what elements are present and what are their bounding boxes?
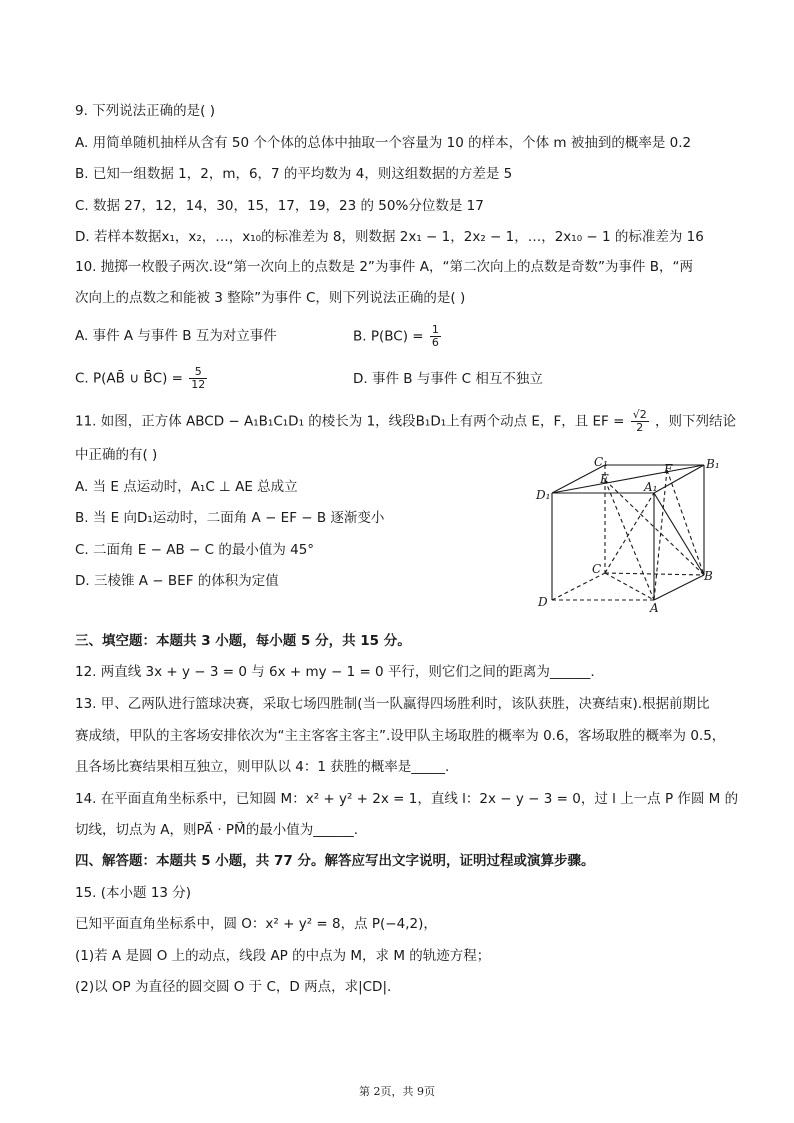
q10-option-b-fraction — [430, 324, 441, 349]
q11-option-d: D. 三棱锥 A − BEF 的体积为定值 — [75, 573, 279, 589]
q11-option-c: C. 二面角 E − AB − C 的最小值为 45° — [75, 542, 315, 558]
q10-option-c-prefix: C. P(AB̄ ∪ B̄C) = — [75, 370, 183, 387]
section-4-heading: 四、解答题：本题共 5 小题，共 77 分。解答应写出文字说明，证明过程或演算步骤。 — [75, 853, 595, 869]
q9-option-a: A. 用简单随机抽样从含有 50 个个体的总体中抽取一个容量为 10 的样本，个体 m 被抽到的概率是 0.2 — [75, 135, 692, 151]
q15-title: 15. (本小题 13 分) — [75, 885, 192, 901]
q11-stem-prefix: 11. 如图，正方体 ABCD − A₁B₁C₁D₁ 的棱长为 1，线段B₁D₁上有两个动点 E，F，且 EF = — [75, 413, 625, 430]
label-a1: A₁ — [644, 480, 658, 494]
edge-d1-c1 — [552, 465, 605, 493]
edge-a-b — [654, 575, 704, 600]
q10-option-d: D. 事件 B 与事件 C 相互不独立 — [353, 371, 543, 387]
q9-option-c: C. 数据 27，12，14，30，15，17，19，23 的 50%分位数是 17 — [75, 198, 484, 214]
q15-line3: (2)以 OP 为直径的圆交圆 O 于 C，D 两点，求|CD|. — [75, 979, 392, 995]
q10-option-b-prefix: B. P(BC) = — [353, 328, 424, 345]
q11-option-b: B. 当 E 向D₁运动时，二面角 A − EF − B 逐渐变小 — [75, 510, 385, 526]
q10-stem-line1: 10. 抛掷一枚骰子两次.设“第一次向上的点数是 2”为事件 A，“第二次向上的点数是奇数”为事件 B，“两 — [75, 259, 693, 275]
q13-line3: 且各场比赛结果相互独立，则甲队以 4：1 获胜的概率是_____. — [75, 759, 450, 775]
label-f: F — [664, 462, 673, 476]
q10-option-c-fraction — [189, 366, 207, 391]
q10-option-a: A. 事件 A 与事件 B 互为对立事件 — [75, 328, 277, 344]
q10-stem-line2: 次向上的点数之和能被 3 整除”为事件 C，则下列说法正确的是( ) — [75, 290, 466, 306]
fraction-numerator: √2 — [632, 408, 647, 421]
q15-line2: (1)若 A 是圆 O 上的动点，线段 AP 的中点为 M，求 M 的轨迹方程； — [75, 948, 491, 964]
q14-line2: 切线，切点为 A，则PA⃗ · PM⃗的最小值为______. — [75, 822, 358, 838]
q9-option-d: D. 若样本数据x₁，x₂，…，x₁₀的标准差为 8，则数据 2x₁ − 1，2x₂ − 1，…，2x₁₀ − 1 的标准差为 16 — [75, 229, 704, 245]
fraction-numerator: 1 — [431, 323, 439, 336]
fraction-denominator: 6 — [431, 336, 439, 349]
q11-stem-line1 — [75, 409, 736, 434]
label-d1: D₁ — [536, 488, 551, 502]
label-b1: B₁ — [706, 457, 720, 471]
q15-line1: 已知平面直角坐标系中，圆 O：x² + y² = 8，点 P(−4,2)， — [75, 916, 437, 932]
q11-option-a: A. 当 E 点运动时，A₁C ⊥ AE 总成立 — [75, 479, 298, 495]
q9-option-b: B. 已知一组数据 1，2，m，6，7 的平均数为 4，则这组数据的方差是 5 — [75, 166, 513, 182]
q11-ef-fraction — [631, 409, 649, 434]
label-a: A — [650, 601, 659, 615]
q10-option-b — [353, 324, 443, 349]
label-b: B — [704, 569, 713, 583]
q11-stem-line2: 中正确的有( ) — [75, 447, 158, 463]
q13-line2: 赛成绩，甲队的主客场安排依次为“主主客客主客主”.设甲队主场取胜的概率为 0.6，客场取胜的概率为 0.5， — [75, 728, 726, 744]
section-3-heading: 三、填空题：本题共 3 小题，每小题 5 分，共 15 分。 — [75, 633, 411, 649]
cube-figure — [530, 452, 730, 617]
q12-text: 12. 两直线 3x + y − 3 = 0 与 6x + my − 1 = 0 平行，则它们之间的距离为______. — [75, 664, 595, 680]
label-c1: C₁ — [594, 455, 608, 469]
label-e: E — [600, 472, 609, 486]
label-d: D — [538, 595, 548, 609]
page-footer: 第 2页，共 9页 — [359, 1085, 435, 1098]
q11-stem-suffix: ，则下列结论 — [655, 413, 737, 430]
fraction-numerator: 5 — [189, 366, 207, 379]
edge-d1-b1 — [552, 465, 704, 493]
q10-option-c — [75, 366, 209, 391]
edge-c-a — [605, 573, 654, 600]
fraction-denominator: 2 — [636, 421, 644, 434]
edge-c-a1 — [605, 493, 654, 573]
edge-d-c — [552, 573, 605, 600]
fraction-denominator: 12 — [191, 378, 206, 391]
label-c: C — [592, 562, 602, 576]
q14-line1: 14. 在平面直角坐标系中，已知圆 M：x² + y² + 2x = 1，直线 l：2x − y − 3 = 0，过 l 上一点 P 作圆 M 的 — [75, 791, 739, 807]
edge-e-a — [605, 480, 654, 600]
q9-stem: 9. 下列说法正确的是( ) — [75, 103, 215, 119]
q13-line1: 13. 甲、乙两队进行篮球决赛，采取七场四胜制(当一队赢得四场胜利时，该队获胜，决赛结束).根据前期比 — [75, 696, 710, 712]
